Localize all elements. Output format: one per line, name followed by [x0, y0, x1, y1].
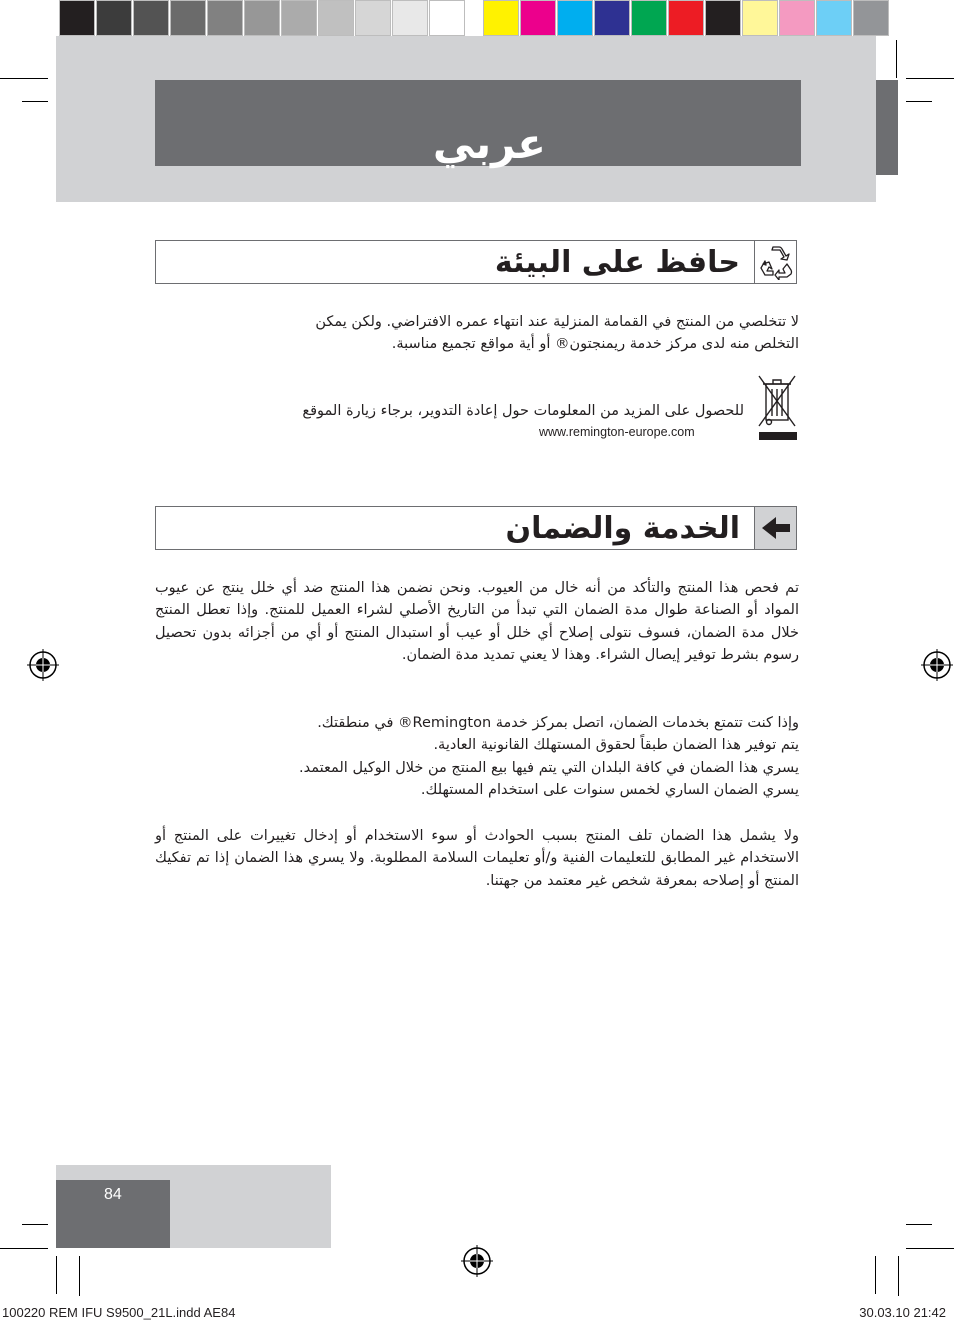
language-tab-marker: [876, 80, 898, 175]
warranty-line-duration: يسري الضمان الساري لخمس سنوات على استخدام المستهلك.: [420, 782, 799, 799]
service-section-header: [155, 506, 797, 550]
color-swatch: [207, 0, 243, 36]
crop-mark: [22, 101, 48, 102]
color-swatch: [429, 0, 465, 36]
file-info-slug: 100220 REM IFU S9500_21L.indd AE84: [2, 1305, 236, 1320]
service-title: الخدمة والضمان: [505, 511, 740, 546]
color-swatch: [705, 0, 741, 36]
crop-mark: [906, 1224, 932, 1225]
grayscale-color-bar: [59, 0, 466, 38]
crop-mark: [56, 1256, 57, 1294]
timestamp-slug: 30.03.10 21:42: [859, 1305, 946, 1320]
color-swatch: [816, 0, 852, 36]
warranty-line-contact: وإذا كنت تتمتع بخدمات الضمان، اتصل بمركز خدمة Remington® في منطقتك.: [317, 715, 799, 731]
color-swatch: [59, 0, 95, 36]
crop-mark: [898, 1256, 899, 1296]
crop-mark: [875, 1256, 876, 1294]
color-swatch: [779, 0, 815, 36]
warranty-paragraph-3: ولا يشمل هذا الضمان تلف المنتج بسبب الحوادث أو سوء الاستخدام أو إدخال تغييرات على المنتج أو الاستخدام غير المطابق للتعليمات الفنية و/أو تعليمات السلامة المطلوبة. ولا يسري هذا الضمان إذا تم تفكيك المنتج أو إصلاحه بمعرفة شخص غير معتمد من جهتنا.: [155, 828, 799, 889]
crop-mark: [0, 1248, 48, 1249]
recycling-info-text: للحصول على المزيد من المعلومات حول إعادة التدوير، برجاء زيارة الموقع: [302, 403, 744, 419]
crop-mark: [906, 101, 932, 102]
registration-mark-icon: [461, 1245, 493, 1277]
environment-line-1: لا تتخلصي من المنتج في القمامة المنزلية عند انتهاء عمره الافتراضي. ولكن يمكن: [315, 314, 799, 330]
warranty-line-countries: يسري هذا الضمان في كافة البلدان التي يتم فيها بيع المنتج من خلال الوكيل المعتمد.: [299, 759, 799, 776]
environment-line-2: التخلص منه لدى مركز خدمة ريمنجتون® أو أية مواقع تجميع مناسبة.: [391, 336, 799, 353]
page-number: 84: [104, 1186, 122, 1203]
crop-mark: [906, 1248, 954, 1249]
registration-mark-icon: [27, 649, 59, 681]
color-swatch: [668, 0, 704, 36]
color-swatch: [170, 0, 206, 36]
color-swatch: [355, 0, 391, 36]
color-swatch: [392, 0, 428, 36]
color-swatch: [281, 0, 317, 36]
crop-mark: [896, 40, 897, 78]
environment-title: حافظ على البيئة: [494, 245, 740, 280]
environment-paragraph: [155, 311, 799, 356]
arrow-left-icon: [754, 507, 796, 549]
crop-mark: [906, 78, 954, 79]
crop-mark: [0, 78, 48, 79]
language-title: عربي: [432, 119, 546, 168]
color-swatch: [244, 0, 280, 36]
color-swatch: [631, 0, 667, 36]
color-swatch: [96, 0, 132, 36]
process-color-bar: [483, 0, 890, 38]
color-swatch: [594, 0, 630, 36]
warranty-paragraph-1: تم فحص هذا المنتج والتأكد من أنه خال من العيوب. ونحن نضمن هذا المنتج ضد أي خلل ينتج عن عيوب المواد أو الصناعة طوال مدة الضمان التي تبدأ من التاريخ الأصلي لشراء العميل للمنتج. وإذا تعطل المنتج خلال مدة الضمان، فسوف نتولى إصلاح أي خلل أو عيب أو استبدال المنتج أو أي من أجزائه بدون تحصيل رسوم بشرط توفير إيصال الشراء. وهذا لا يعني تمديد مدة الضمان.: [155, 580, 799, 664]
website-url: www.remington-europe.com: [539, 425, 695, 439]
color-swatch: [853, 0, 889, 36]
crop-mark: [22, 1224, 48, 1225]
warranty-line-rights: يتم توفير هذا الضمان طبقاً لحقوق المستهلك القانونية العادية.: [433, 737, 799, 754]
color-swatch: [557, 0, 593, 36]
crossed-out-bin-icon: [756, 374, 798, 442]
recycle-icon: [754, 241, 796, 283]
color-swatch: [318, 0, 354, 36]
registration-mark-icon: [921, 649, 953, 681]
environment-section-header: [155, 240, 797, 284]
color-swatch: [520, 0, 556, 36]
warranty-paragraph-2: [155, 712, 799, 802]
crop-mark: [79, 1256, 80, 1296]
color-swatch: [483, 0, 519, 36]
color-swatch: [133, 0, 169, 36]
color-swatch: [742, 0, 778, 36]
